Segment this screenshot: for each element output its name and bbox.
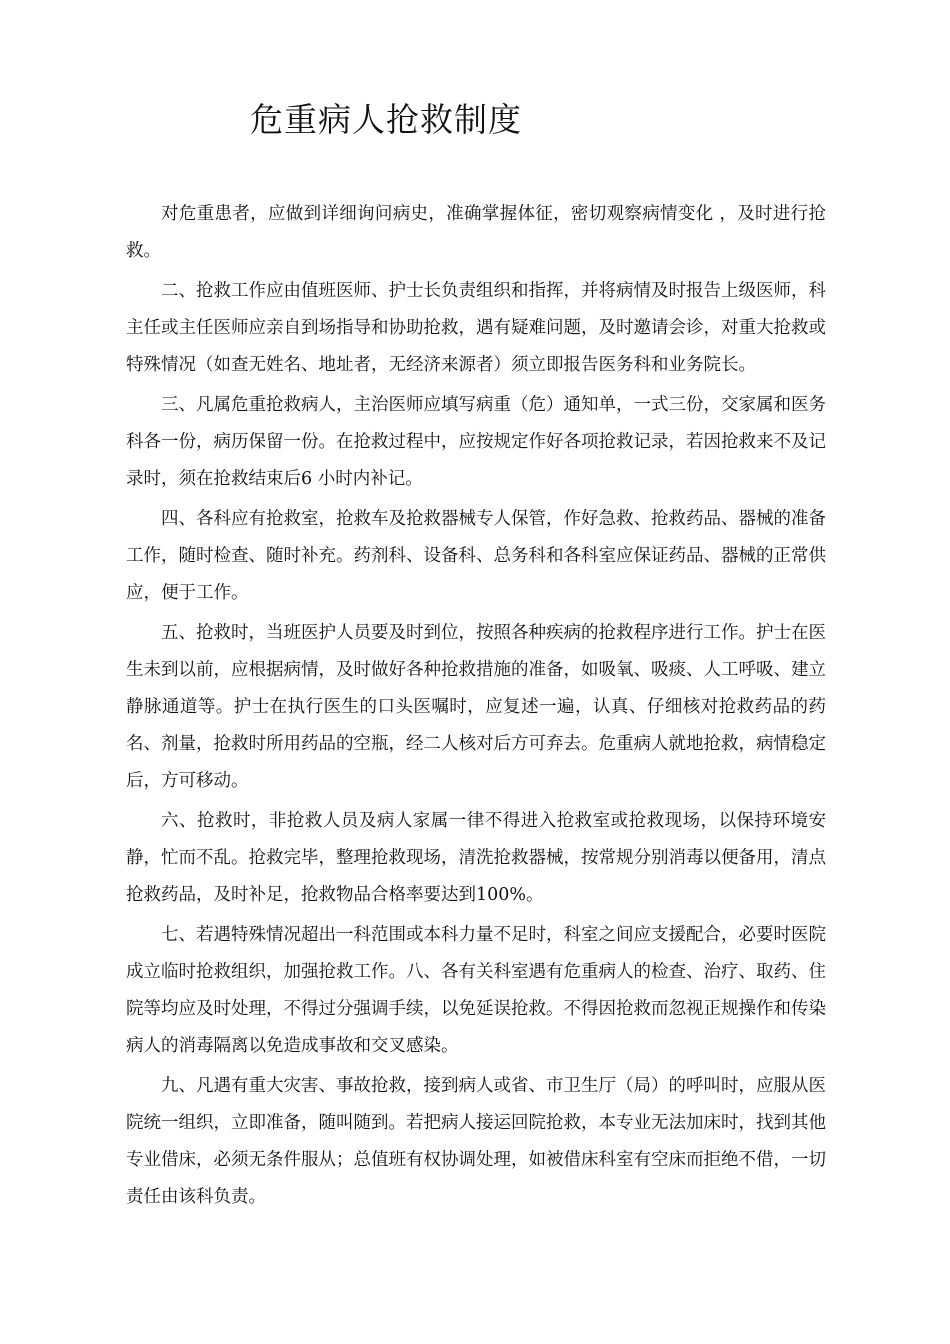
- paragraph-1: 对危重患者，应做到详细询问病史，准确掌握体征，密切观察病情变化 ，及时进行抢救。: [126, 204, 826, 261]
- paragraph-7: 七、若遇特殊情况超出一科范围或本科力量不足时，科室之间应支援配合，必要时医院成立临时抢救组织，加强抢救工作。八、各有关科室遇有危重病人的检查、治疗、取药、住院等均应及时处理，不得过分强调手续，以免延误抢救。不得因抢救而忽视正规操作和传染病人的消毒隔离以免造成事故和交叉感染。: [126, 925, 826, 1056]
- paragraph-3: 三、凡属危重抢救病人，主治医师应填写病重（危）通知单，一式三份，交家属和医务科各一份，病历保留一份。在抢救过程中，应按规定作好各项抢救记录，若因抢救来不及记录时，须在抢救结束后6 小时内补记。: [126, 395, 826, 489]
- document-body: [126, 196, 826, 1219]
- paragraph-5: 五、抢救时，当班医护人员要及时到位，按照各种疾病的抢救程序进行工作。护士在医生未到以前，应根据病情，及时做好各种抢救措施的准备，如吸氧、吸痰、人工呼吸、建立静脉通道等。护士在执行医生的口头医嘱时，应复述一遍，认真、仔细核对抢救药品的药名、剂量，抢救时所用药品的空瓶，经二人核对后方可弃去。危重病人就地抢救，病情稳定后，方可移动。: [126, 623, 826, 791]
- paragraph-4: 四、各科应有抢救室，抢救车及抢救器械专人保管，作好急救、抢救药品、器械的准备工作，随时检查、随时补充。药剂科、设备科、总务科和各科室应保证药品、器械的正常供应，便于工作。: [126, 509, 826, 603]
- paragraph-8: 九、凡遇有重大灾害、事故抢救，接到病人或省、市卫生厅（局）的呼叫时，应服从医院统一组织，立即准备，随叫随到。若把病人接运回院抢救，本专业无法加床时，找到其他专业借床，必须无条件服从；总值班有权协调处理，如被借床科室有空床而拒绝不借，一切责任由该科负责。: [126, 1076, 826, 1207]
- paragraph-6: 六、抢救时，非抢救人员及病人家属一律不得进入抢救室或抢救现场，以保持环境安静，忙而不乱。抢救完毕，整理抢救现场，清洗抢救器械，按常规分别消毒以便备用，清点抢救药品，及时补足，抢救物品合格率要达到100%。: [126, 811, 826, 905]
- document-title: 危重病人抢救制度: [250, 100, 522, 139]
- paragraph-2: 二、抢救工作应由值班医师、护士长负责组织和指挥，并将病情及时报告上级医师，科主任或主任医师应亲自到场指导和协助抢救，遇有疑难问题，及时邀请会诊，对重大抢救或特殊情况（如查无姓名、地址者，无经济来源者）须立即报告医务科和业务院长。: [126, 281, 826, 375]
